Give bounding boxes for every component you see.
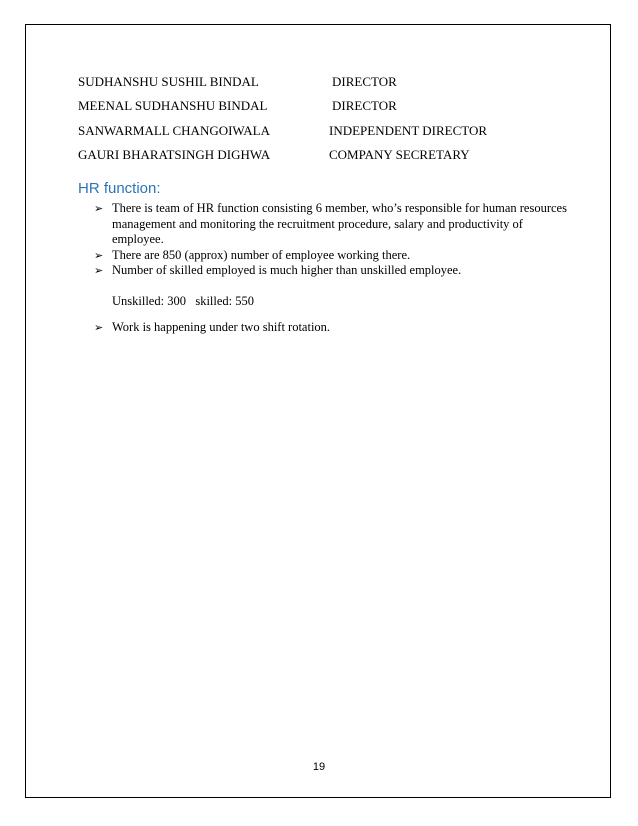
director-name: SUDHANSHU SUSHIL BINDAL: [78, 74, 259, 89]
director-row: [78, 98, 267, 114]
director-role: DIRECTOR: [332, 98, 397, 113]
director-name: MEENAL SUDHANSHU BINDAL: [78, 98, 268, 113]
skill-breakdown: Unskilled: 300 skilled: 550: [112, 294, 255, 308]
hr-heading: HR function:: [78, 180, 161, 197]
director-name: SANWARMALL CHANGOIWALA: [78, 123, 270, 138]
director-row: [78, 123, 270, 139]
hr-bullet-list: [94, 201, 570, 279]
bullet-text: Number of skilled employed is much higher than unskilled employee.: [112, 263, 462, 277]
director-name: GAURI BHARATSINGH DIGHWA: [78, 147, 271, 162]
list-item: [94, 201, 570, 248]
arrow-bullet-icon: ➢: [94, 202, 104, 215]
director-row: [78, 74, 259, 90]
hr-bullet-list-2: [94, 320, 570, 336]
page-number: 19: [312, 761, 326, 773]
director-role: COMPANY SECRETARY: [329, 147, 470, 162]
arrow-bullet-icon: ➢: [94, 321, 104, 334]
bullet-text: Work is happening under two shift rotation.: [112, 320, 331, 334]
director-role: INDEPENDENT DIRECTOR: [329, 123, 488, 138]
list-item: [94, 320, 570, 336]
bullet-text: There are 850 (approx) number of employee working there.: [112, 247, 411, 262]
page-border: [25, 24, 611, 798]
list-item: [94, 248, 570, 264]
arrow-bullet-icon: ➢: [94, 248, 104, 262]
list-item: [94, 263, 570, 279]
bullet-text: There is team of HR function consisting 6 member, who’s responsible for human resources management and monitoring the recruitment procedure, salary and productivity of employee.: [112, 201, 567, 246]
arrow-bullet-icon: ➢: [94, 264, 104, 277]
director-row: [78, 147, 270, 163]
director-role: DIRECTOR: [332, 74, 397, 89]
